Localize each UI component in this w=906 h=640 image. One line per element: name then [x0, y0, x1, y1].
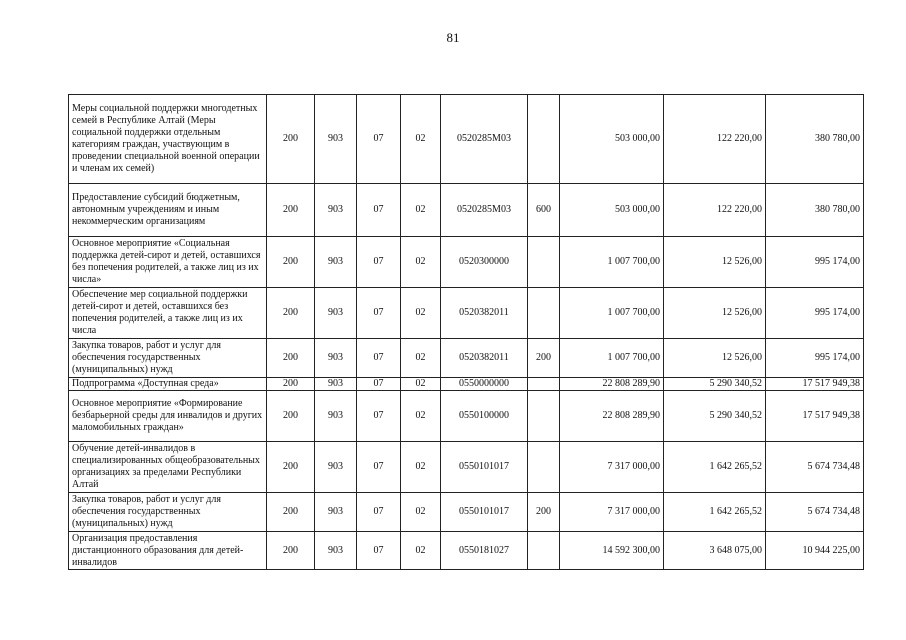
row-name: Меры социальной поддержки многодетных семей в Республике Алтай (Меры социальной поддержки отдельным категориям граждан, участвующим в проведении специальной военной операции и членам их семей) — [69, 95, 267, 184]
col-c: 07 — [357, 532, 401, 570]
col-a: 200 — [267, 288, 315, 339]
col-c: 07 — [357, 184, 401, 237]
sum-total: 22 808 289,90 — [560, 378, 664, 391]
sum-total: 22 808 289,90 — [560, 391, 664, 442]
sum-total: 1 007 700,00 — [560, 288, 664, 339]
row-name: Организация предоставления дистанционного образования для детей-инвалидов — [69, 532, 267, 570]
sum-total: 7 317 000,00 — [560, 493, 664, 532]
target-code: 0520285М03 — [441, 184, 528, 237]
col-a: 200 — [267, 378, 315, 391]
expense-type — [528, 391, 560, 442]
target-code: 0550100000 — [441, 391, 528, 442]
col-b: 903 — [315, 442, 357, 493]
table-row — [69, 339, 864, 378]
table-row — [69, 493, 864, 532]
col-c: 07 — [357, 391, 401, 442]
col-c: 07 — [357, 237, 401, 288]
expense-type: 200 — [528, 493, 560, 532]
col-d: 02 — [401, 288, 441, 339]
col-d: 02 — [401, 391, 441, 442]
col-c: 07 — [357, 378, 401, 391]
sum-3: 17 517 949,38 — [766, 391, 864, 442]
col-a: 200 — [267, 391, 315, 442]
expense-type — [528, 442, 560, 493]
col-d: 02 — [401, 532, 441, 570]
col-a: 200 — [267, 339, 315, 378]
col-c: 07 — [357, 493, 401, 532]
col-b: 903 — [315, 95, 357, 184]
row-name: Обеспечение мер социальной поддержки детей-сирот и детей, оставшихся без попечения родителей, а также лиц из их числа — [69, 288, 267, 339]
col-b: 903 — [315, 391, 357, 442]
sum-total: 7 317 000,00 — [560, 442, 664, 493]
budget-table — [68, 94, 864, 570]
col-a: 200 — [267, 95, 315, 184]
table-row — [69, 442, 864, 493]
expense-type — [528, 95, 560, 184]
sum-3: 5 674 734,48 — [766, 493, 864, 532]
col-b: 903 — [315, 184, 357, 237]
sum-2: 1 642 265,52 — [664, 493, 766, 532]
expense-type: 600 — [528, 184, 560, 237]
sum-total: 503 000,00 — [560, 95, 664, 184]
col-b: 903 — [315, 378, 357, 391]
sum-2: 1 642 265,52 — [664, 442, 766, 493]
table-row — [69, 288, 864, 339]
table-row — [69, 378, 864, 391]
expense-type — [528, 532, 560, 570]
col-c: 07 — [357, 339, 401, 378]
sum-2: 12 526,00 — [664, 237, 766, 288]
expense-type: 200 — [528, 339, 560, 378]
col-d: 02 — [401, 493, 441, 532]
expense-type — [528, 288, 560, 339]
sum-total: 14 592 300,00 — [560, 532, 664, 570]
sum-total: 1 007 700,00 — [560, 237, 664, 288]
col-d: 02 — [401, 237, 441, 288]
sum-3: 995 174,00 — [766, 339, 864, 378]
row-name: Обучение детей-инвалидов в специализированных общеобразовательных организациях за пределами Республики Алтай — [69, 442, 267, 493]
target-code: 0520382011 — [441, 288, 528, 339]
col-c: 07 — [357, 442, 401, 493]
table-row — [69, 184, 864, 237]
target-code: 0550000000 — [441, 378, 528, 391]
sum-total: 1 007 700,00 — [560, 339, 664, 378]
row-name: Закупка товаров, работ и услуг для обеспечения государственных (муниципальных) нужд — [69, 339, 267, 378]
row-name: Основное мероприятие «Социальная поддержка детей-сирот и детей, оставшихся без попечения родителей, а также лиц из их числа» — [69, 237, 267, 288]
sum-3: 380 780,00 — [766, 95, 864, 184]
target-code: 0550101017 — [441, 442, 528, 493]
sum-2: 3 648 075,00 — [664, 532, 766, 570]
row-name: Подпрограмма «Доступная среда» — [69, 378, 267, 391]
sum-3: 17 517 949,38 — [766, 378, 864, 391]
col-d: 02 — [401, 378, 441, 391]
sum-2: 122 220,00 — [664, 95, 766, 184]
col-b: 903 — [315, 339, 357, 378]
sum-3: 10 944 225,00 — [766, 532, 864, 570]
col-d: 02 — [401, 95, 441, 184]
col-b: 903 — [315, 493, 357, 532]
table-row — [69, 532, 864, 570]
target-code: 0520285М03 — [441, 95, 528, 184]
row-name: Основное мероприятие «Формирование безбарьерной среды для инвалидов и других маломобильных граждан» — [69, 391, 267, 442]
target-code: 0520300000 — [441, 237, 528, 288]
sum-2: 12 526,00 — [664, 339, 766, 378]
sum-2: 122 220,00 — [664, 184, 766, 237]
expense-type — [528, 378, 560, 391]
row-name: Закупка товаров, работ и услуг для обеспечения государственных (муниципальных) нужд — [69, 493, 267, 532]
row-name: Предоставление субсидий бюджетным, автономным учреждениям и иным некоммерческим организациям — [69, 184, 267, 237]
col-a: 200 — [267, 493, 315, 532]
table-row — [69, 237, 864, 288]
target-code: 0520382011 — [441, 339, 528, 378]
col-b: 903 — [315, 288, 357, 339]
page-number: 81 — [446, 30, 460, 45]
col-c: 07 — [357, 288, 401, 339]
col-d: 02 — [401, 184, 441, 237]
col-b: 903 — [315, 532, 357, 570]
col-b: 903 — [315, 237, 357, 288]
expense-type — [528, 237, 560, 288]
sum-3: 995 174,00 — [766, 288, 864, 339]
sum-2: 5 290 340,52 — [664, 378, 766, 391]
sum-total: 503 000,00 — [560, 184, 664, 237]
sum-3: 5 674 734,48 — [766, 442, 864, 493]
col-d: 02 — [401, 442, 441, 493]
sum-2: 5 290 340,52 — [664, 391, 766, 442]
sum-3: 995 174,00 — [766, 237, 864, 288]
col-a: 200 — [267, 442, 315, 493]
table-row — [69, 95, 864, 184]
col-a: 200 — [267, 237, 315, 288]
target-code: 0550101017 — [441, 493, 528, 532]
target-code: 0550181027 — [441, 532, 528, 570]
sum-2: 12 526,00 — [664, 288, 766, 339]
col-a: 200 — [267, 532, 315, 570]
col-c: 07 — [357, 95, 401, 184]
col-d: 02 — [401, 339, 441, 378]
sum-3: 380 780,00 — [766, 184, 864, 237]
table-row — [69, 391, 864, 442]
col-a: 200 — [267, 184, 315, 237]
